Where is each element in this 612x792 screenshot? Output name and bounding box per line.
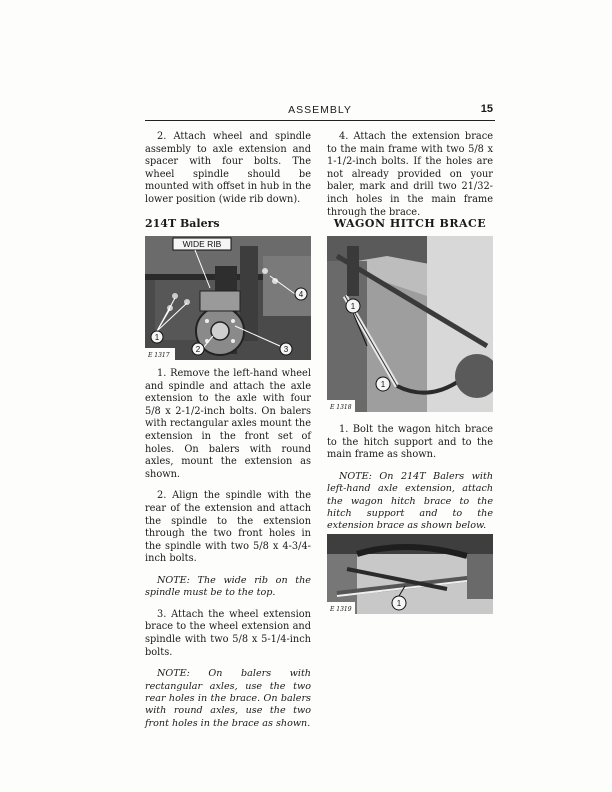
callout-1c: 1 [396, 599, 402, 608]
figure-e1317 [145, 236, 311, 360]
left-note2: NOTE: On balers with rectangular axles, use the two rear holes in the brace. On balers with round axles, use the two front holes in the brace as shown. [145, 668, 311, 729]
figure-label-wide-rib: WIDE RIB [182, 239, 222, 249]
callout-1a: 1 [350, 302, 356, 311]
left-column-top [145, 131, 311, 207]
left-step2-wheel: 2. Attach wheel and spindle assembly to axle extension and spacer with four bolts. The wheel spindle should be mounted with offset in hub in the lower position (wide rib down). [145, 131, 311, 205]
figure-e1318-illustration [327, 236, 493, 412]
page-number: 15 [480, 103, 493, 115]
right-step1: 1. Bolt the wagon hitch brace to the hitch support and to the main frame as shown. [327, 424, 493, 461]
left-column-body [145, 368, 311, 730]
figure-code-e1319: E 1319 [330, 606, 352, 613]
page-header [145, 104, 495, 121]
right-note: NOTE: On 214T Balers with left-hand axle extension, attach the wagon hitch brace to the hitch support and to the extension brace as shown below. [327, 470, 493, 532]
callout-4: 4 [298, 290, 304, 299]
callout-1b: 1 [380, 380, 386, 389]
left-note1: NOTE: The wide rib on the spindle must be to the top. [145, 574, 311, 599]
section-title-214t: 214T Balers [145, 217, 220, 230]
right-step4: 4. Attach the extension brace to the main frame with two 5/8 x 1-1/2-inch bolts. If the holes are not already provided on your baler, mark and drill two 21/32-inch holes in the main frame through the brace. [327, 131, 493, 218]
header-title: ASSEMBLY [288, 104, 352, 116]
figure-e1319 [327, 534, 493, 614]
callout-2: 2 [195, 345, 201, 354]
figure-code-e1318: E 1318 [330, 404, 352, 411]
left-step2: 2. Align the spindle with the rear of the extension and attach the spindle to the extension through the two front holes in the spindle with two 5/8 x 4-3/4-inch bolts. [145, 490, 311, 565]
figure-e1319-illustration [327, 534, 493, 614]
figure-e1318 [327, 236, 493, 412]
section-title-wagon-hitch-brace: WAGON HITCH BRACE [333, 217, 487, 230]
figure-e1317-illustration [145, 236, 311, 360]
right-column-top [327, 131, 493, 219]
left-step1: 1. Remove the left-hand wheel and spindle and attach the axle extension to the axle with four 5/8 x 2-1/2-inch bolts. On balers with rectangular axles mount the extension in the front set of holes. On balers with round axles, mount the extension as shown. [145, 368, 311, 480]
right-column-body [327, 424, 493, 533]
left-section-heading [145, 217, 311, 230]
figure-code-e1317: E 1317 [148, 352, 170, 359]
right-section-heading [327, 217, 493, 230]
callout-3: 3 [283, 345, 289, 354]
callout-1: 1 [154, 333, 160, 342]
left-step3: 3. Attach the wheel extension brace to the wheel extension and spindle with two 5/8 x 5-1/4-inch bolts. [145, 608, 311, 658]
